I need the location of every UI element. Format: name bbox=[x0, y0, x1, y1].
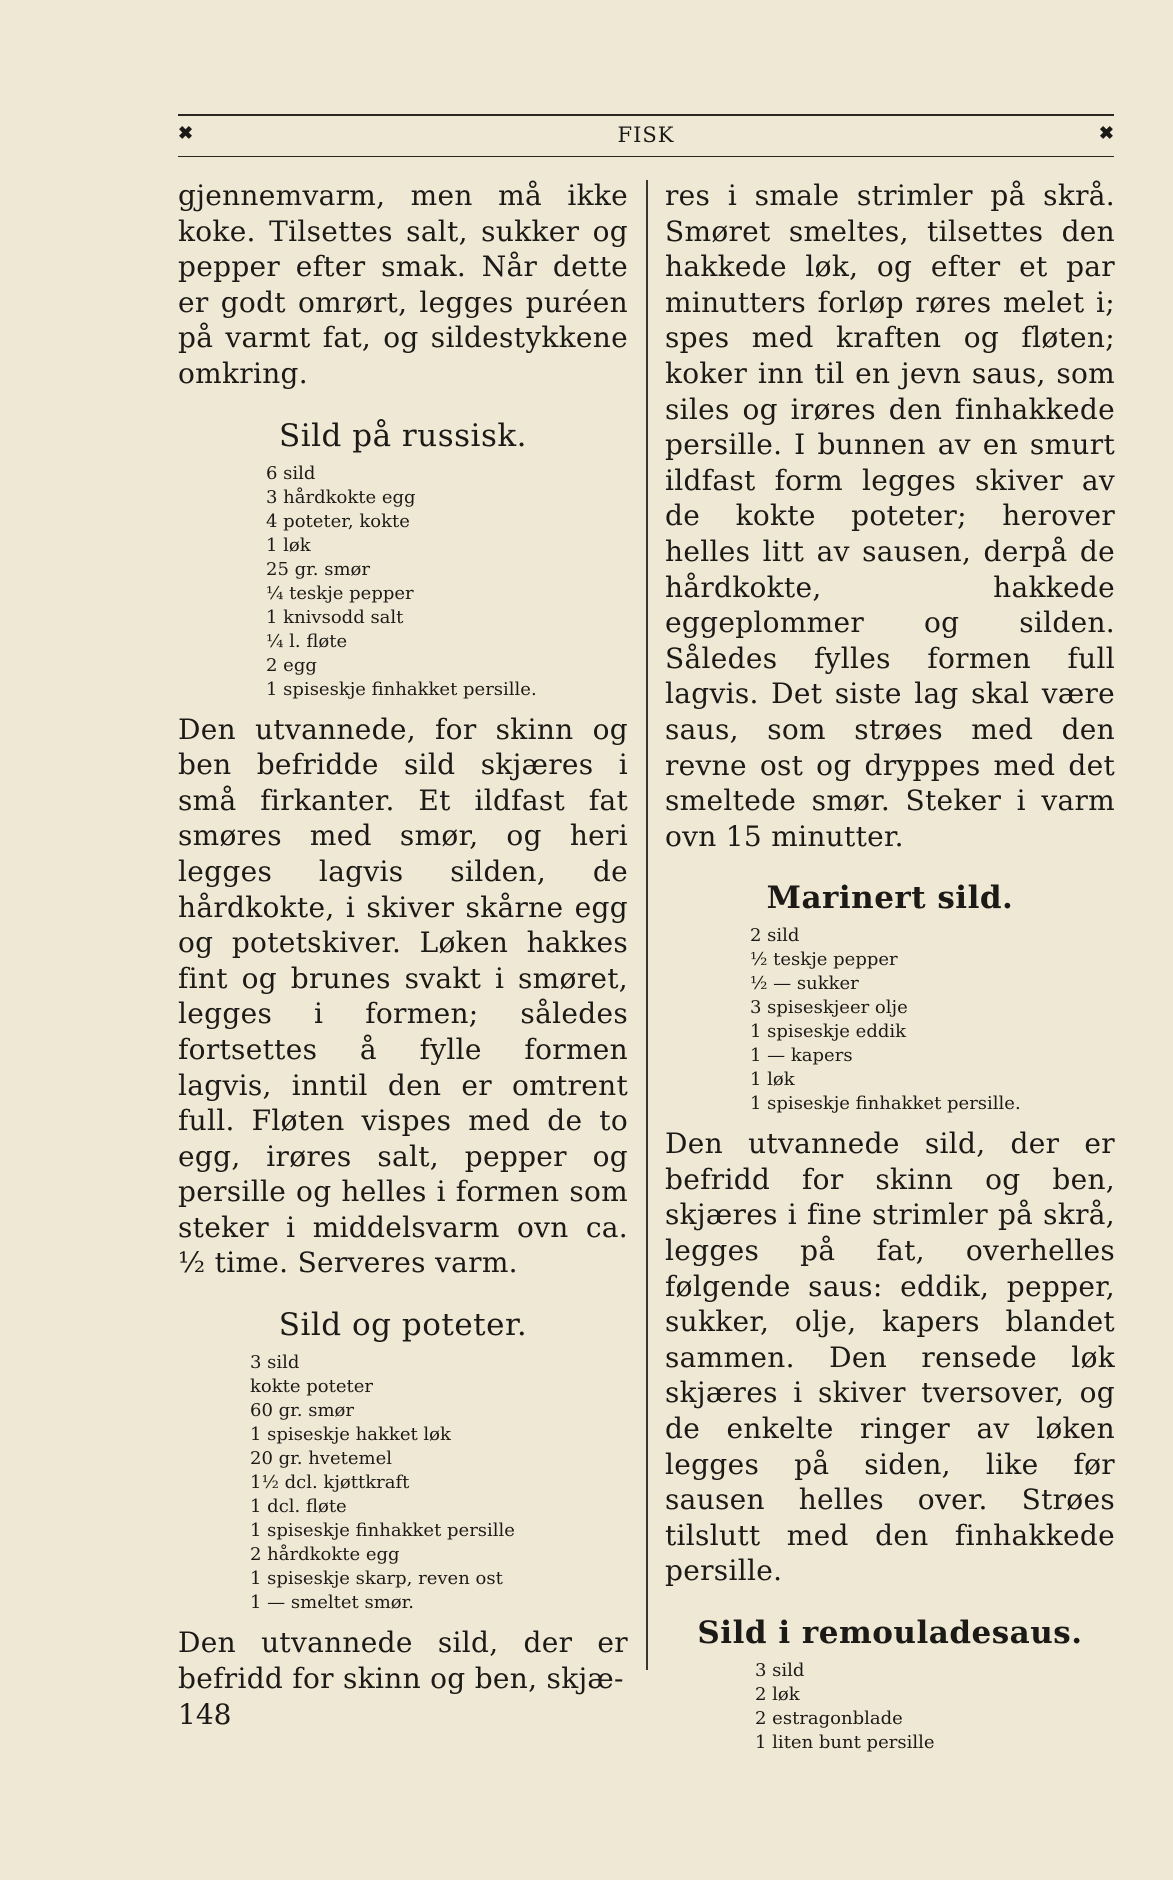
ingredient-item: ¼ l. fløte bbox=[266, 630, 348, 652]
ingredient-item: 1 løk bbox=[266, 534, 311, 556]
ingredient-item: 2 estragonblade bbox=[755, 1708, 903, 1729]
ingredient-item: 1 dcl. fløte bbox=[250, 1496, 347, 1518]
ingredient-item: 20 gr. hvetemel bbox=[250, 1448, 392, 1470]
header-title: FISK bbox=[617, 123, 675, 147]
recipe-title-sild-paa-russisk: Sild på russisk. bbox=[278, 417, 527, 454]
ingredient-list-marinert-sild bbox=[665, 924, 1115, 1116]
recipe-instructions-sild-paa-russisk: Den utvannede, for skinn og ben befridde sild skjæres i små firkanter. Et ildfast fat smøres med smør, og heri legges lagvis silden, de hårdkokte, i skiver skårne egg og potetskiver. Løken hakkes fint og brunes svakt i smøret, legges i formen; således fortsettes å fylle formen lagvis, inntil den er omtrent full. Fløten vispes med de to egg, irøres salt, pepper og persille og helles i formen som steker i middelsvarm ovn ca. ½ time. Serveres varm. bbox=[178, 712, 628, 1280]
continued-paragraph: res i smale strimler på skrå. Smøret smeltes, tilsettes den hakkede løk, og efter et par minutters forløp røres melet i; spes med kraften og fløten; koker inn til en jevn saus, som siles og irøres den finhakkede persille. I bunnen av en smurt ildfast form legges skiver av de kokte poteter; herover helles litt av sausen, derpå de hårdkokte, hakkede eggeplommer og silden. Således fylles formen full lagvis. Det siste lag skal være saus, som strøes med den revne ost og dryppes med det smeltede smør. Steker i varm ovn 15 minutter. bbox=[665, 179, 1115, 853]
ingredient-item: 1 spiseskje finhakket persille bbox=[250, 1520, 515, 1542]
intro-paragraph: gjennemvarm, men må ikke koke. Tilsettes salt, sukker og pepper efter smak. Når dette er godt omrørt, legges puréen på varmt fat, og sildestykkene omkring. bbox=[178, 179, 628, 390]
ingredient-item: 1 — smeltet smør. bbox=[250, 1592, 414, 1614]
running-header bbox=[178, 114, 1114, 157]
ingredient-item: 1 spiseskje finhakket persille. bbox=[266, 678, 537, 700]
ingredient-item: 4 poteter, kokte bbox=[266, 510, 410, 532]
ingredient-item: ¼ teskje pepper bbox=[266, 582, 414, 604]
ingredient-item: 1 spiseskje finhakket persille. bbox=[750, 1093, 1021, 1115]
ingredient-item: 1 knivsodd salt bbox=[266, 606, 404, 628]
right-column bbox=[665, 178, 1115, 1765]
header-ornament-right-icon: ✖ bbox=[1098, 123, 1114, 144]
column-divider bbox=[646, 180, 648, 1670]
left-column bbox=[178, 178, 628, 1696]
ingredient-item: 1 liten bunt persille bbox=[755, 1732, 935, 1753]
ingredient-item: 60 gr. smør bbox=[250, 1400, 354, 1422]
ingredient-item: 3 hårdkokte egg bbox=[266, 486, 416, 508]
ingredient-item: 1 løk bbox=[750, 1069, 795, 1091]
ingredient-item: ½ teskje pepper bbox=[750, 949, 898, 971]
ingredient-item: 2 egg bbox=[266, 654, 317, 676]
ingredient-item: 2 løk bbox=[755, 1684, 800, 1705]
ingredient-item: 3 sild bbox=[250, 1352, 300, 1374]
ingredient-item: 1 spiseskje hakket løk bbox=[250, 1424, 451, 1446]
ingredient-list-sild-paa-russisk bbox=[178, 462, 628, 702]
ingredient-item: ½ — sukker bbox=[750, 973, 859, 995]
ingredient-item: 1 spiseskje eddik bbox=[750, 1021, 907, 1043]
recipe-title-sild-og-poteter: Sild og poteter. bbox=[278, 1307, 528, 1344]
ingredient-item: kokte poteter bbox=[250, 1376, 373, 1398]
page-number: 148 bbox=[178, 1698, 232, 1731]
ingredient-list-sild-og-poteter bbox=[178, 1351, 628, 1615]
recipe-title-marinert-sild: Marinert sild. bbox=[766, 880, 1014, 917]
ingredient-item: 1 spiseskje skarp, reven ost bbox=[250, 1568, 503, 1590]
ingredient-list-sild-i-remouladesaus bbox=[665, 1659, 1115, 1755]
recipe-instructions-sild-og-poteter: Den utvannede sild, der er befridd for skinn og ben, skjæ- bbox=[178, 1626, 628, 1695]
ingredient-item: 3 spiseskjeer olje bbox=[750, 997, 908, 1019]
recipe-title-sild-i-remouladesaus: Sild i remouladesaus. bbox=[697, 1615, 1083, 1651]
ingredient-item: 1 — kapers bbox=[750, 1045, 853, 1067]
ingredient-item: 6 sild bbox=[266, 462, 316, 484]
ingredient-item: 2 hårdkokte egg bbox=[250, 1544, 400, 1566]
header-ornament-left-icon: ✖ bbox=[178, 123, 194, 144]
ingredient-item: 25 gr. smør bbox=[266, 558, 370, 580]
recipe-instructions-marinert-sild: Den utvannede sild, der er befridd for skinn og ben, skjæres i fine strimler på skrå, legges på fat, overhelles følgende saus: eddik, pepper, sukker, olje, kapers blandet sammen. Den rensede løk skjæres i skiver tversover, og de enkelte ringer av løken legges på siden, like før sausen helles over. Strøes tilslutt med den finhakkede persille. bbox=[665, 1127, 1115, 1588]
ingredient-item: 3 sild bbox=[755, 1660, 805, 1681]
ingredient-item: 2 sild bbox=[750, 925, 800, 947]
ingredient-item: 1½ dcl. kjøttkraft bbox=[250, 1472, 410, 1494]
